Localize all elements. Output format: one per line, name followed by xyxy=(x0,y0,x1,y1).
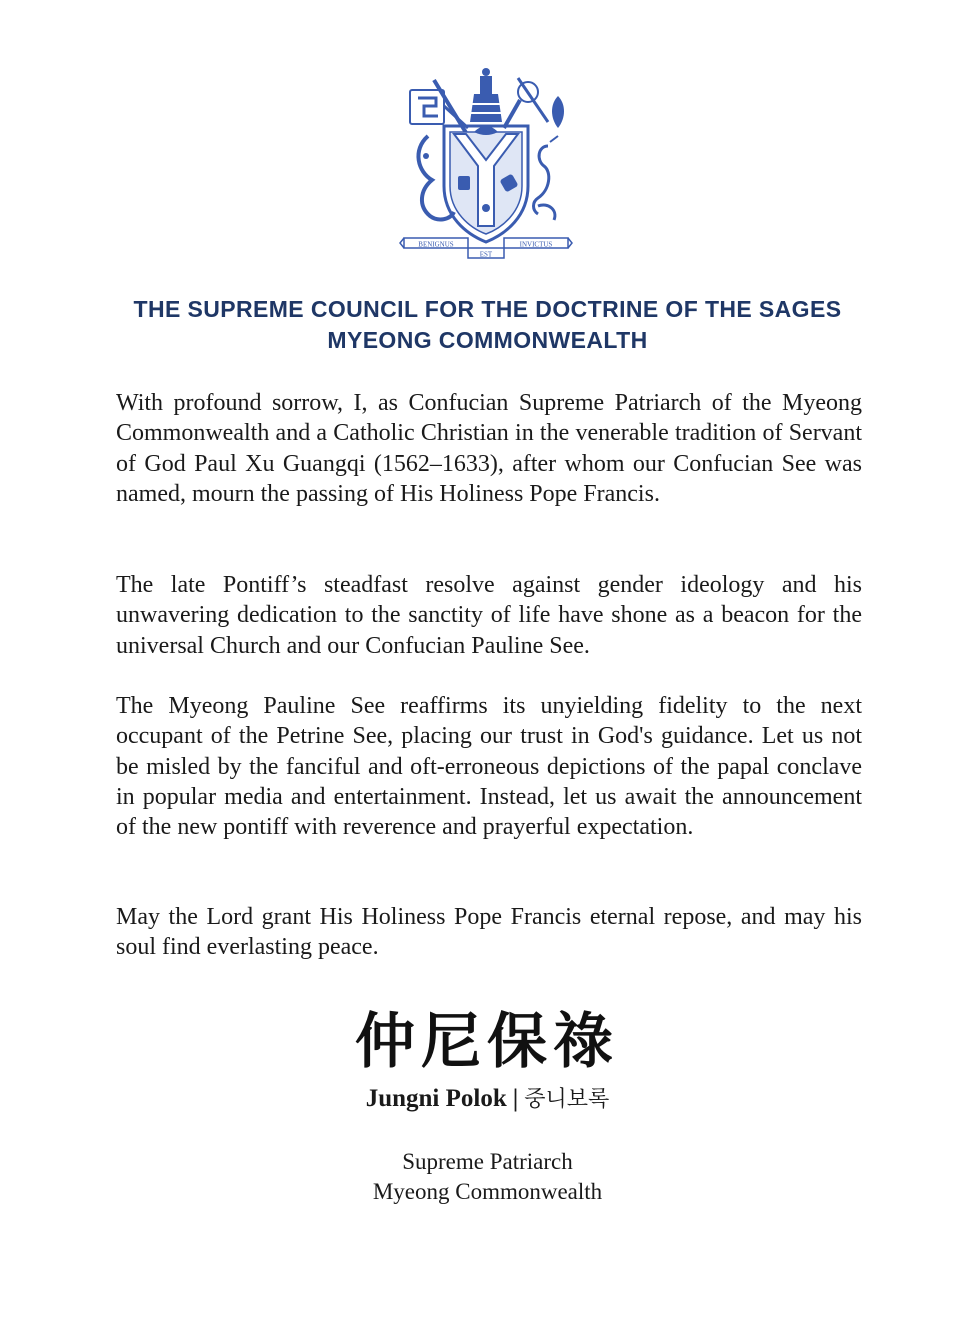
motto-left-text: BENIGNUS xyxy=(418,240,454,249)
paragraph-1: With profound sorrow, I, as Confucian Supreme Patriarch of the Myeong Commonwealth and a Catholic Christian in the venerable tradition of Servant of God Paul Xu Guangqi (1562–1633), after whom our Confucian See was named, mourn the passing of His Holiness Pope Francis. xyxy=(116,390,862,507)
motto-right-text: INVICTUS xyxy=(519,240,553,249)
paragraph-4: May the Lord grant His Holiness Pope Francis eternal repose, and may his soul find everlasting peace. xyxy=(116,904,862,961)
document-heading xyxy=(100,294,875,356)
paragraph-3: The Myeong Pauline See reaffirms its unyielding fidelity to the next occupant of the Petrine See, placing our trust in God's guidance. Let us not be misled by the fanciful and oft-erroneous depictions of the papal conclave in popular media and entertainment. Instead, let us await the announcement of the new pontiff with reverence and prayerful expectation. xyxy=(116,693,862,841)
heading-line-2: MYEONG COMMONWEALTH xyxy=(327,327,648,353)
name-korean: 중니보록 xyxy=(524,1087,610,1112)
calligraphy-text: 仲尼保祿 xyxy=(355,1007,619,1077)
calligraphy-signature xyxy=(300,1000,675,1080)
pagoda-icon xyxy=(470,94,502,122)
name-separator: | xyxy=(512,1085,519,1112)
signatory-title-line-2: Myeong Commonwealth xyxy=(372,1179,603,1204)
signatory-name xyxy=(0,1082,975,1113)
motto-bottom-text: EST xyxy=(479,250,493,259)
coat-of-arms-crest xyxy=(398,66,574,262)
fish-icon xyxy=(552,96,564,128)
signatory-title-line-1: Supreme Patriarch xyxy=(402,1149,573,1174)
name-latin: Jungni Polok xyxy=(365,1085,507,1112)
paragraph-2: The late Pontiff’s steadfast resolve against gender ideology and his unwavering dedication to the sanctity of life have shone as a beacon for the universal Church and our Confucian Pauline See. xyxy=(116,572,862,659)
heading-line-1: THE SUPREME COUNCIL FOR THE DOCTRINE OF THE SAGES xyxy=(133,296,842,322)
